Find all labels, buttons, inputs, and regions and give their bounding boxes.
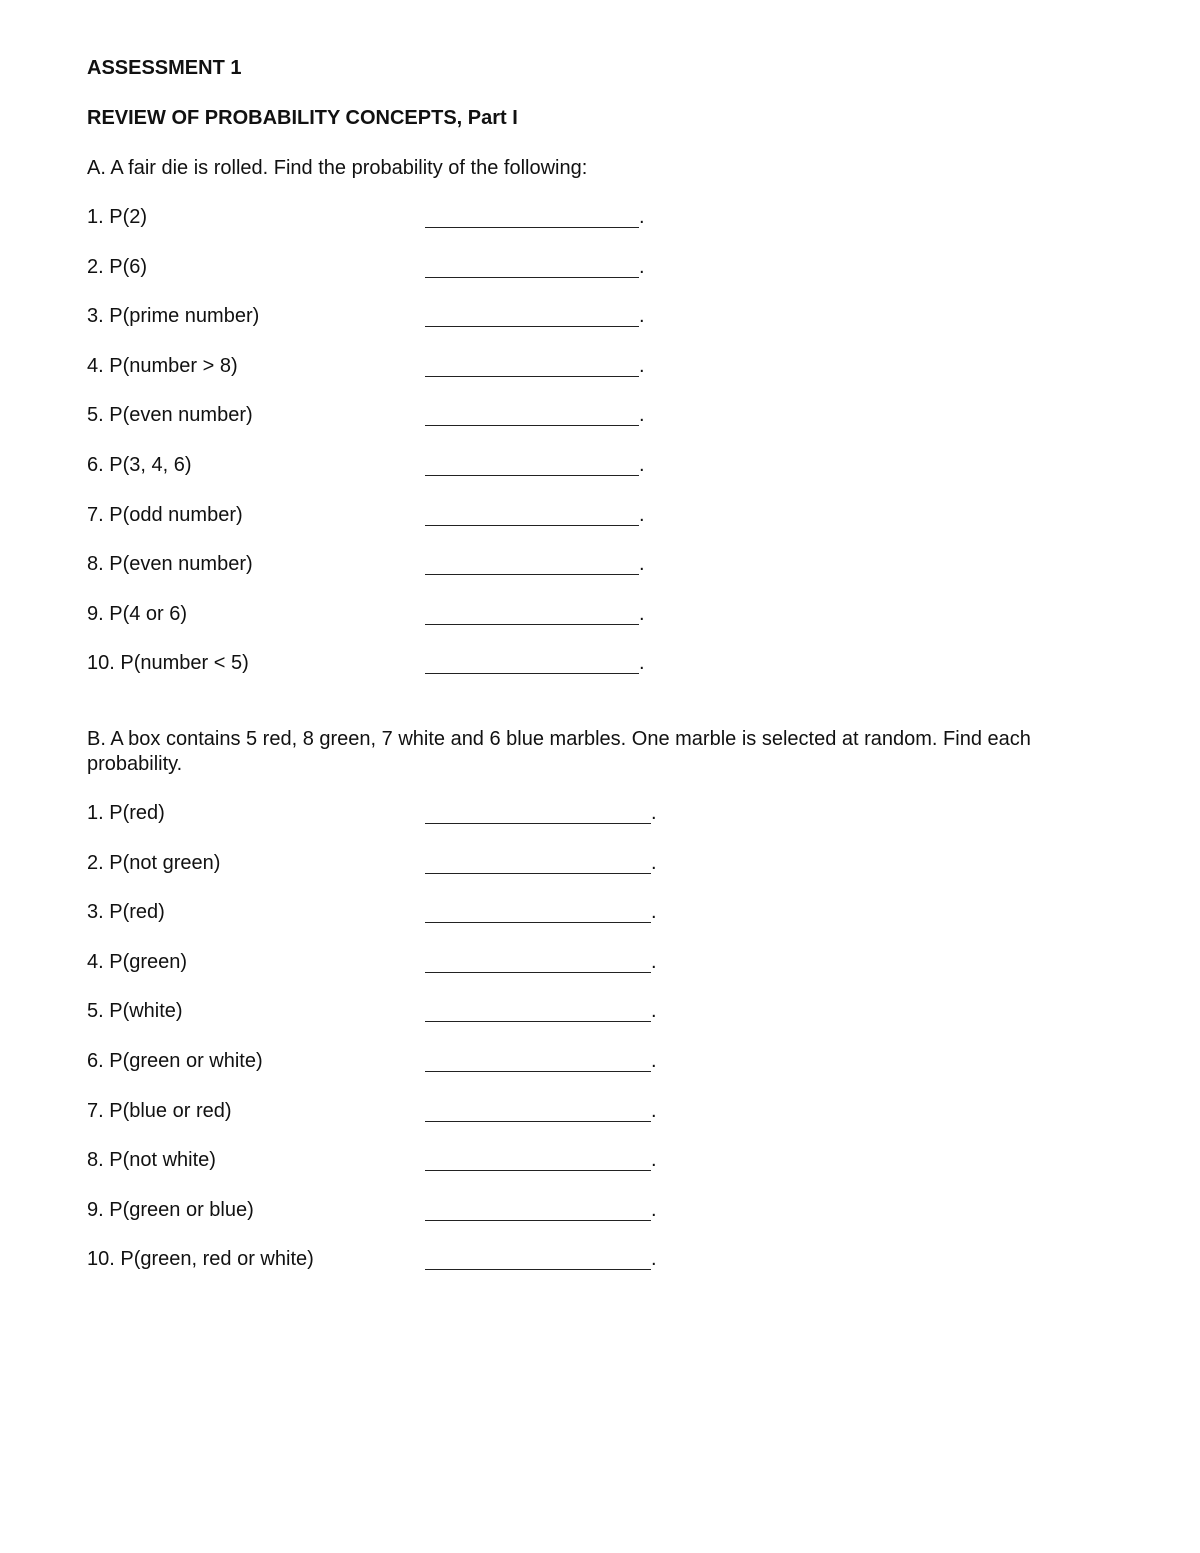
assessment-title: ASSESSMENT 1 bbox=[87, 57, 242, 79]
answer-period: . bbox=[639, 553, 645, 576]
answer-blank[interactable] bbox=[425, 277, 639, 278]
answer-period: . bbox=[651, 1248, 657, 1271]
question-row bbox=[87, 1049, 707, 1075]
section-a-instruction: A. A fair die is rolled. Find the probability of the following: bbox=[87, 157, 588, 179]
answer-period: . bbox=[651, 1050, 657, 1072]
question-row bbox=[87, 304, 707, 330]
answer-period: . bbox=[639, 255, 645, 278]
answer-blank[interactable] bbox=[425, 475, 639, 476]
question-row bbox=[87, 651, 707, 677]
question-label: 3. P(prime number) bbox=[87, 305, 260, 328]
answer-blank[interactable] bbox=[425, 1021, 651, 1022]
answer-period: . bbox=[651, 1198, 657, 1221]
question-label: 1. P(2) bbox=[87, 206, 148, 228]
question-label: 9. P(green or blue) bbox=[87, 1198, 254, 1221]
question-row bbox=[87, 602, 707, 628]
question-row bbox=[87, 1198, 707, 1224]
question-row bbox=[87, 801, 707, 827]
answer-period: . bbox=[639, 404, 645, 427]
answer-period: . bbox=[639, 206, 645, 228]
answer-blank[interactable] bbox=[425, 326, 639, 327]
question-label: 10. P(green, red or white) bbox=[87, 1248, 314, 1271]
question-label: 10. P(number < 5) bbox=[87, 652, 249, 675]
answer-period: . bbox=[651, 950, 657, 973]
question-label: 8. P(not white) bbox=[87, 1149, 216, 1172]
question-label: 2. P(6) bbox=[87, 255, 148, 278]
question-row bbox=[87, 453, 707, 479]
question-row bbox=[87, 950, 707, 976]
question-row bbox=[87, 900, 707, 926]
question-row bbox=[87, 1247, 707, 1273]
question-label: 4. P(number > 8) bbox=[87, 354, 238, 377]
answer-period: . bbox=[639, 454, 645, 476]
question-row bbox=[87, 552, 707, 578]
answer-blank[interactable] bbox=[425, 525, 639, 526]
answer-blank[interactable] bbox=[425, 922, 651, 923]
question-row bbox=[87, 851, 707, 877]
answer-blank[interactable] bbox=[425, 1071, 651, 1072]
answer-period: . bbox=[651, 1000, 657, 1023]
answer-blank[interactable] bbox=[425, 624, 639, 625]
answer-period: . bbox=[639, 354, 645, 377]
answer-blank[interactable] bbox=[425, 1220, 651, 1221]
answer-blank[interactable] bbox=[425, 823, 651, 824]
answer-period: . bbox=[651, 1099, 657, 1122]
question-label: 5. P(even number) bbox=[87, 404, 253, 427]
answer-blank[interactable] bbox=[425, 972, 651, 973]
question-row bbox=[87, 1099, 707, 1125]
question-label: 8. P(even number) bbox=[87, 553, 253, 576]
question-label: 7. P(blue or red) bbox=[87, 1099, 232, 1122]
question-row bbox=[87, 403, 707, 429]
question-label: 5. P(white) bbox=[87, 1000, 183, 1023]
answer-blank[interactable] bbox=[425, 673, 639, 674]
question-label: 4. P(green) bbox=[87, 950, 188, 973]
question-row bbox=[87, 1148, 707, 1174]
answer-period: . bbox=[651, 901, 657, 924]
question-row bbox=[87, 999, 707, 1025]
question-label: 9. P(4 or 6) bbox=[87, 602, 188, 625]
question-label: 6. P(green or white) bbox=[87, 1050, 263, 1072]
answer-blank[interactable] bbox=[425, 873, 651, 874]
section-b-instruction: B. A box contains 5 red, 8 green, 7 white and 6 blue marbles. One marble is selected at random. Find each probability. bbox=[87, 728, 1031, 775]
question-label: 6. P(3, 4, 6) bbox=[87, 454, 192, 476]
question-row bbox=[87, 205, 707, 231]
answer-period: . bbox=[639, 503, 645, 526]
question-row bbox=[87, 354, 707, 380]
answer-period: . bbox=[639, 602, 645, 625]
answer-period: . bbox=[651, 851, 657, 874]
answer-period: . bbox=[639, 305, 645, 328]
answer-blank[interactable] bbox=[425, 376, 639, 377]
answer-blank[interactable] bbox=[425, 1269, 651, 1270]
answer-period: . bbox=[651, 802, 657, 824]
question-row bbox=[87, 503, 707, 529]
answer-blank[interactable] bbox=[425, 425, 639, 426]
answer-period: . bbox=[651, 1149, 657, 1172]
answer-blank[interactable] bbox=[425, 1170, 651, 1171]
assessment-subtitle: REVIEW OF PROBABILITY CONCEPTS, Part I bbox=[87, 107, 518, 129]
question-label: 7. P(odd number) bbox=[87, 503, 243, 526]
question-label: 2. P(not green) bbox=[87, 851, 221, 874]
answer-blank[interactable] bbox=[425, 574, 639, 575]
question-label: 3. P(red) bbox=[87, 901, 165, 924]
answer-blank[interactable] bbox=[425, 1121, 651, 1122]
question-row bbox=[87, 255, 707, 281]
answer-period: . bbox=[639, 652, 645, 675]
answer-blank[interactable] bbox=[425, 227, 639, 228]
question-label: 1. P(red) bbox=[87, 802, 165, 824]
